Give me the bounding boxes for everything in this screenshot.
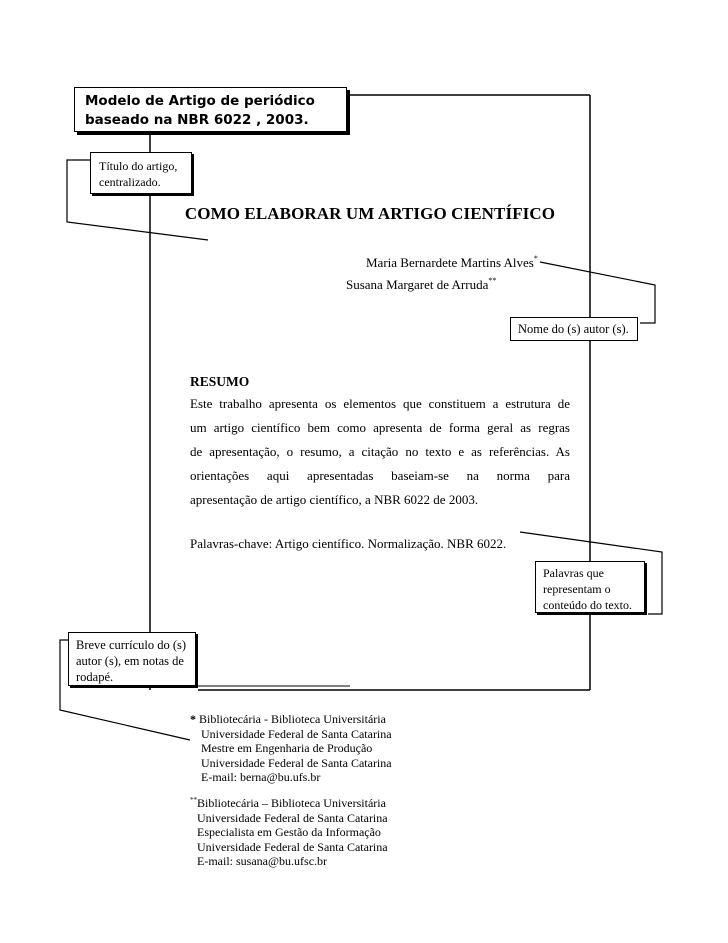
abstract-heading: RESUMO — [190, 374, 250, 389]
author-2 — [346, 276, 496, 293]
abstract-line: apresentação de artigo científico, a NBR 6022 de 2003. — [190, 492, 479, 507]
author-1-name: Maria Bernardete Martins Alves — [366, 255, 534, 270]
footnote-2-line3: Especialista em Gestão da Informação — [197, 825, 381, 839]
author-note-text: Nome do (s) autor (s). — [518, 322, 629, 336]
footnote-2-line2: Universidade Federal de Santa Catarina — [197, 810, 388, 825]
footnote-1-text: Bibliotecária - Biblioteca Universitária — [199, 712, 386, 726]
cv-note-line1: Breve currículo do (s) — [76, 638, 187, 652]
footnote-1-mark: * — [190, 712, 196, 726]
footnote-1 — [190, 712, 392, 785]
abstract-line: um artigo científico bem como apresenta de forma geral as regras — [190, 420, 570, 435]
author-1 — [366, 254, 538, 271]
model-note-line1: Modelo de Artigo de periódico — [85, 93, 315, 109]
footnote-2 — [190, 793, 388, 869]
author-note-box — [510, 317, 638, 341]
abstract-line: orientações aqui apresentadas baseiam-se na norma para — [190, 468, 570, 483]
author-note-connector — [540, 262, 655, 323]
footnote-1-line3: Mestre em Engenharia de Produção — [201, 741, 373, 755]
cv-note-box — [68, 632, 196, 686]
cv-note-line3: rodapé. — [76, 670, 114, 684]
keywords-line: Palavras-chave: Artigo científico. Normalização. NBR 6022. — [190, 536, 507, 551]
keywords-note-line2: representam o — [543, 582, 611, 596]
keywords-note-line3: conteúdo do texto. — [543, 598, 632, 612]
article-title: COMO ELABORAR UM ARTIGO CIENTÍFICO — [184, 204, 556, 223]
model-note-line2: baseado na NBR 6022 , 2003. — [85, 112, 309, 128]
keywords-note-box — [535, 561, 645, 613]
abstract-line: de apresentação, o resumo, a citação no texto e as referências. As — [190, 444, 570, 459]
author-1-mark: * — [533, 254, 538, 263]
author-2-mark: ** — [488, 276, 497, 285]
footnote-1-line4: Universidade Federal de Santa Catarina — [201, 755, 392, 770]
footnote-1-line2: Universidade Federal de Santa Catarina — [201, 726, 392, 741]
abstract-line: Este trabalho apresenta os elementos que constituem a estrutura de — [190, 396, 570, 411]
cv-note-line2: autor (s), em notas de — [76, 654, 184, 668]
footnote-2-text: Bibliotecária – Biblioteca Universitária — [197, 796, 386, 810]
footnote-1-line1 — [190, 712, 392, 727]
title-note-line2: centralizado. — [99, 175, 161, 189]
keywords-note-line1: Palavras que — [543, 566, 604, 580]
title-note-box — [90, 152, 192, 194]
model-note-box — [74, 87, 347, 132]
author-2-name: Susana Margaret de Arruda — [346, 277, 489, 292]
footnote-2-line5: E-mail: susana@bu.ufsc.br — [197, 854, 328, 868]
footnote-1-line5: E-mail: berna@bu.ufs.br — [201, 770, 321, 784]
title-note-line1: Título do artigo, — [99, 159, 178, 173]
footnote-2-line1 — [190, 793, 388, 811]
abstract-body — [190, 392, 570, 512]
footnote-2-mark: ** — [190, 796, 197, 804]
footnote-2-line4: Universidade Federal de Santa Catarina — [197, 839, 388, 854]
